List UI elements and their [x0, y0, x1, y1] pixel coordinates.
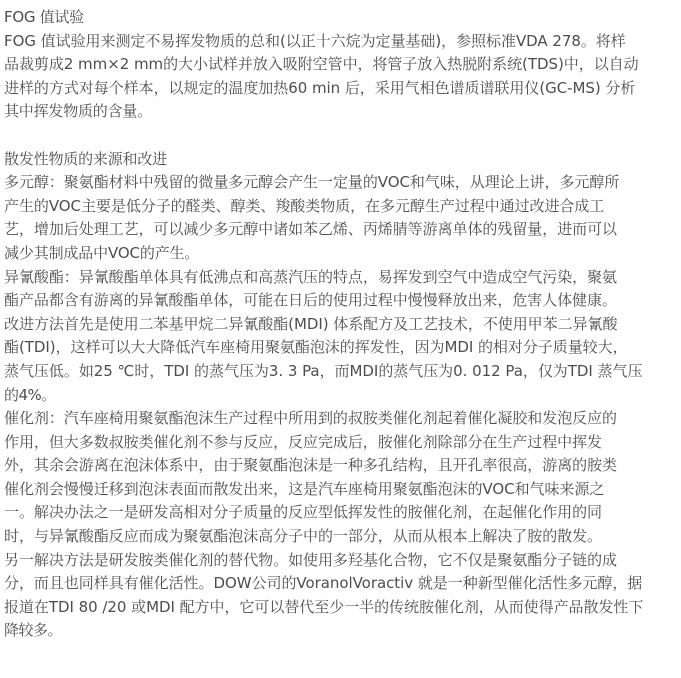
catalyst-paragraph-line: 分，而且也同样具有催化活性。DOW公司的VoranolVoractiv 就是一种新型催化活性多元醇，据	[4, 574, 643, 593]
catalyst-paragraph-line: 时，与异氰酸酯反应而成为聚氨酯泡沫高分子中的一部分，从而从根本上解决了胺的散发。	[4, 527, 603, 546]
catalyst-paragraph-line: 一。解决办法之一是研发高相对分子质量的反应型低挥发性的胺催化剂，在起催化作用的同	[4, 503, 603, 522]
catalyst-paragraph-line: 降较多。	[4, 621, 63, 640]
isocyanate-paragraph-line: 的4%。	[4, 385, 56, 404]
catalyst-paragraph-line: 另一解决方法是研发胺类催化剂的替代物。如使用多羟基化合物，它不仅是聚氨酯分子链的成	[4, 550, 617, 569]
catalyst-paragraph-line: 作用，但大多数叔胺类催化剂不参与反应，反应完成后，胺催化剂除部分在生产过程中挥发	[4, 432, 603, 451]
fog-paragraph-line: 品裁剪成2 mm×2 mm的大小试样并放入吸附空管中，将管子放入热脱附系统(TDS)中，以自动	[4, 55, 639, 74]
fog-paragraph-line: 其中挥发物质的含量。	[4, 102, 153, 121]
isocyanate-paragraph-line: 蒸气压低。如25 ℃时，TDI 的蒸气压为3. 3 Pa，而MDI的蒸气压为0. 012 Pa，仅为TDI 蒸气压	[4, 361, 643, 380]
isocyanate-paragraph-line: 改进方法首先是使用二苯基甲烷二异氰酸酯(MDI) 体系配方及工艺技术，不使用甲苯二异氰酸	[4, 314, 618, 333]
isocyanate-paragraph-line: 异氰酸酯：异氰酸酯单体具有低沸点和高蒸汽压的特点，易挥发到空气中造成空气污染，聚氨	[4, 267, 617, 286]
fog-paragraph-line: 进样的方式对每个样本，以规定的温度加热60 min 后，采用气相色谱质谱联用仪(GC-MS) 分析	[4, 78, 636, 97]
catalyst-paragraph-line: 报道在TDI 80 /20 或MDI 配方中，它可以替代至少一半的传统胺催化剂，从而使得产品散发性下	[4, 597, 644, 616]
fog-section-title: FOG 值试验	[4, 8, 84, 26]
catalyst-paragraph-line: 催化剂：汽车座椅用聚氨酯泡沫生产过程中所用到的叔胺类催化剂起着催化凝胶和发泡反应的	[4, 409, 617, 428]
paragraph-spacer	[4, 124, 681, 148]
polyol-paragraph-line: 艺，增加后处理工艺，可以减少多元醇中诸如苯乙烯、丙烯腈等游离单体的残留量，进而可以	[4, 220, 617, 239]
isocyanate-paragraph-line: 酯(TDI)，这样可以大大降低汽车座椅用聚氨酯泡沫的挥发性，因为MDI 的相对分子质量较大，	[4, 338, 628, 357]
polyol-paragraph-line: 多元醇：聚氨酯材料中残留的微量多元醇会产生一定量的VOC和气味，从理论上讲，多元醇所	[4, 173, 620, 192]
fog-paragraph-line: FOG 值试验用来测定不易挥发物质的总和(以正十六烷为定量基础)，参照标准VDA 278。将样	[4, 31, 626, 50]
isocyanate-paragraph-line: 酯产品都含有游离的异氰酸酯单体，可能在日后的使用过程中慢慢释放出来，危害人体健康。	[4, 291, 617, 310]
polyol-paragraph-line: 减少其制成品中VOC的产生。	[4, 243, 200, 262]
catalyst-paragraph-line: 外，其余会游离在泡沫体系中，由于聚氨酯泡沫是一种多孔结构，且开孔率很高，游离的胺类	[4, 456, 617, 475]
catalyst-paragraph-line: 催化剂会慢慢迁移到泡沫表面而散发出来，这是汽车座椅用聚氨酯泡沫的VOC和气味来源之	[4, 479, 605, 498]
polyol-paragraph-line: 产生的VOC主要是低分子的醛类、醇类、羧酸类物质，在多元醇生产过程中通过改进合成工	[4, 196, 605, 215]
sources-section-title: 散发性物质的来源和改进	[4, 149, 167, 168]
